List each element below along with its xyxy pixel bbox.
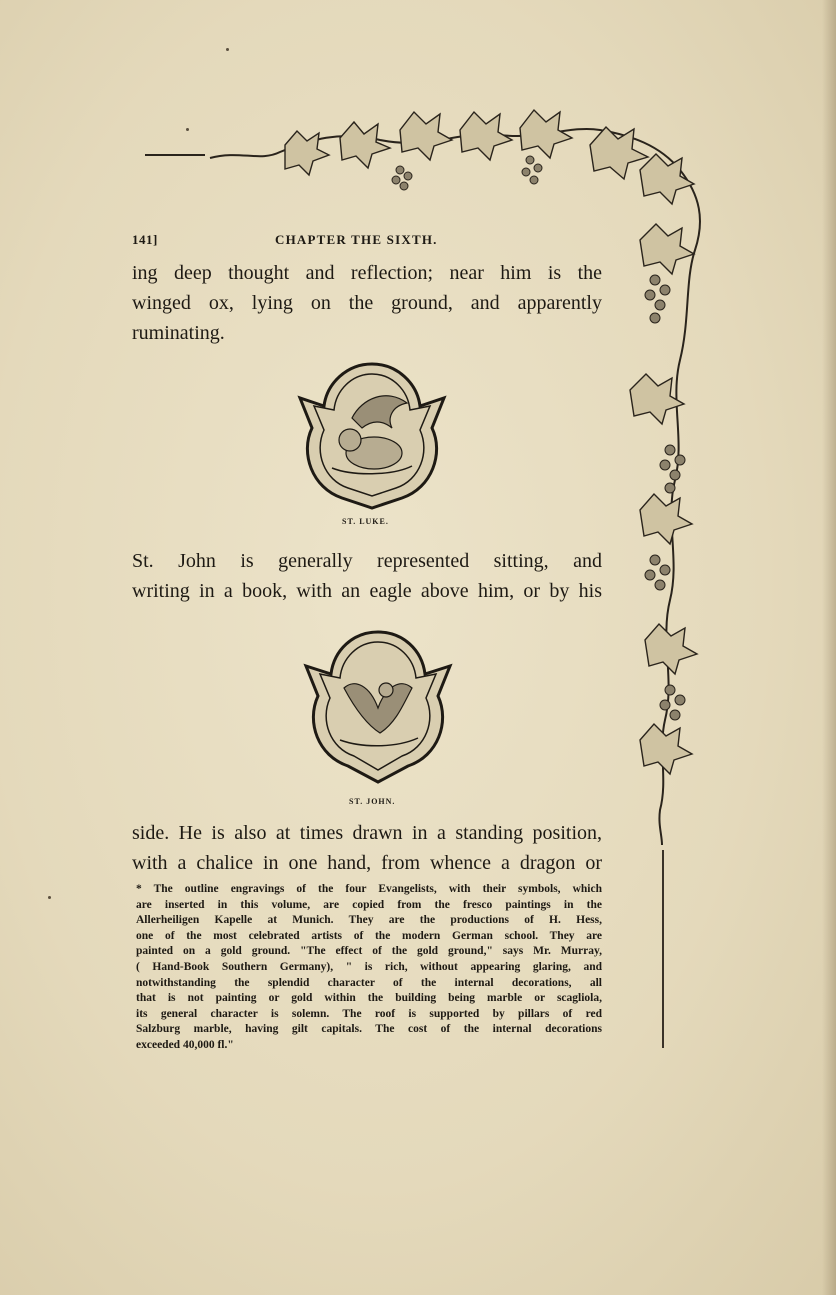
caption-st-luke: ST. LUKE. (342, 517, 389, 526)
footnote-line: its general character is solemn. The roof is supported by pillars of red (136, 1007, 602, 1020)
footnote-line: Salzburg marble, having gilt capitals. The cost of the internal decorations (136, 1023, 602, 1036)
footnote (136, 882, 602, 1054)
running-head: CHAPTER THE SIXTH. (275, 232, 438, 247)
caption-st-john: ST. JOHN. (349, 797, 396, 806)
page-edge-shadow (822, 0, 836, 1295)
paragraph-1 (132, 258, 602, 348)
text-line: ing deep thought and reflection; near him is the (132, 262, 602, 284)
grapevine-border-icon (200, 100, 730, 850)
eagle-emblem-icon (300, 628, 456, 786)
page-number: 141] (132, 232, 158, 247)
margin-rule (662, 850, 664, 1048)
footnote-line: ( Hand-Book Southern Germany), " is rich, without appearing glaring, and (136, 960, 602, 973)
text-line: winged ox, lying on the ground, and apparently (132, 292, 602, 314)
text-line: St. John is generally represented sitting, and (132, 550, 602, 572)
footnote-line: exceeded 40,000 fl." (136, 1038, 234, 1051)
text-line: side. He is also at times drawn in a standing position, (132, 822, 602, 844)
paper-speck (48, 896, 51, 899)
text-line: writing in a book, with an eagle above him, or by his (132, 580, 602, 602)
footnote-line: that is not painting or gold within the building being marble or scagliola, (136, 992, 602, 1005)
footnote-line: painted on a gold ground. "The effect of the gold ground," says Mr. Murray, (136, 945, 602, 958)
paragraph-3 (132, 818, 602, 878)
footnote-line: * The outline engravings of the four Evangelists, with their symbols, which (136, 883, 602, 895)
text-line: ruminating. (132, 322, 225, 344)
header-rule (145, 154, 205, 156)
winged-ox-emblem-icon (292, 358, 452, 518)
footnote-line: one of the most celebrated artists of the modern German school. They are (136, 929, 602, 942)
paragraph-2 (132, 546, 602, 606)
footnote-line: notwithstanding the splendid character of the internal decorations, all (136, 976, 602, 989)
paper-speck (186, 128, 189, 131)
footnote-line: Allerheiligen Kapelle at Munich. They are the productions of H. Hess, (136, 914, 602, 927)
text-line: with a chalice in one hand, from whence a dragon or (132, 852, 602, 874)
paper-speck (226, 48, 229, 51)
footnote-line: are inserted in this volume, are copied from the fresco paintings in the (136, 898, 602, 911)
